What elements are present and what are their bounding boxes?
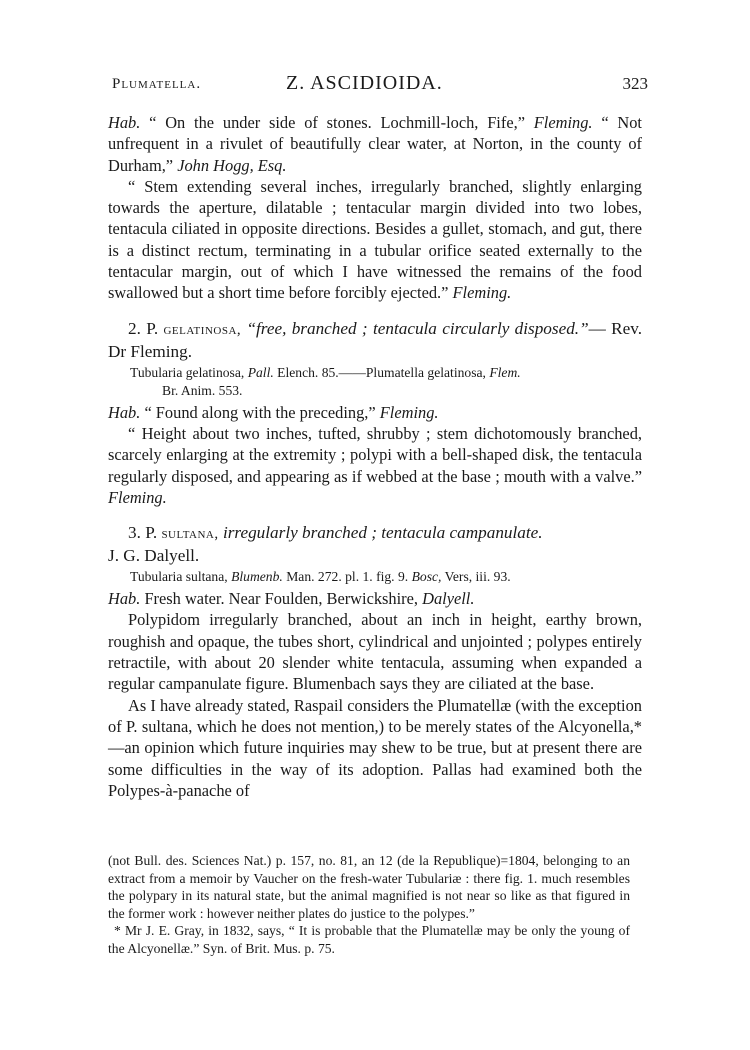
synonym-ref-2: Br. Anim. 553. [162,382,243,398]
hab-author: Dalyell. [422,589,475,609]
hab-label: Hab. [108,589,141,609]
species-number: 3. P. [128,523,158,543]
hab-author: Fleming. [379,402,439,422]
hab-label: Hab. [108,402,141,422]
description-author: Fleming. [108,487,167,507]
species-diagnosis: irregularly branched ; tentacula campanulate. [222,523,543,543]
hab-text-2: “ Not unfrequent in a rivulet of beautifully clear water, at Norton, in the county of Durham,” [108,113,642,175]
species-authority: J. G. Dalyell. [108,546,200,566]
description-paragraph-1 [108,176,642,304]
synonym-ref-author-2: Flem. [489,364,521,380]
page-number: 323 [622,74,648,93]
species-entry-2 [108,318,642,363]
description-author: Fleming. [452,283,512,303]
footnote-star: * Mr J. E. Gray, in 1832, says, “ It is probable that the Plumatellæ may be only the young of the Alcyonellæ.” Syn. of Brit. Mus. p. 75. [108,923,630,956]
footnote-continued: (not Bull. des. Sciences Nat.) p. 157, no. 81, an 12 (de la Republique)=1804, belonging to an extract from a memoir by Vaucher on the fresh-water Tubulariæ : there fig. 1. much resembles the polypary in its natural state, but the animal magnified is not near so like as that figured in the former work : however neither plates do justice to the polypes.” [108,853,630,921]
hab-text: Fresh water. Near Foulden, Berwickshire, [144,589,418,609]
synonym-name: Tubularia gelatinosa, [130,364,245,380]
discussion-paragraph: As I have already stated, Raspail considers the Plumatellæ (with the exception of P. sultana, which he does not mention,) to be merely states of the Alcyonella,*—an opinion which future inquiries may shew to be true, but at present there are some difficulties in the way of its adoption. Pallas had examined both the Polypes-à-panache of [108,695,642,800]
hab-author-2: John Hogg, Esq. [177,155,287,175]
footnotes [108,852,630,958]
species-name: sultana, [161,526,219,543]
species-name: gelatinosa, [163,321,242,338]
description-paragraph-2 [108,423,642,508]
running-header [112,72,648,98]
synonymy-3 [130,568,642,586]
description-paragraph-3: Polypidom irregularly branched, about an inch in height, earthy brown, roughish and opaque, the tubes short, cylindrical and unjointed ; polypes entirely retractile, with about 20 slender white tentacula, assuming when expanded a regular campanulate figure. Blumenbach says they are ciliated at the base. [108,610,642,694]
hab-text: “ Found along with the preceding,” [144,402,376,422]
synonym-ref-2: Vers, iii. 93. [444,569,511,585]
synonymy-2 [130,364,642,400]
synonym-ref-author: Blumenb. [231,569,283,585]
species-entry-3 [108,522,642,567]
hab-author: Fleming. [533,113,593,132]
synonym-ref: Man. 272. pl. 1. fig. 9. [286,569,409,585]
description-text: “ Height about two inches, tufted, shrubby ; stem dichotomously branched, scarcely enlarging at the extremity ; polypi with a bell-shaped disk, the tentacula regularly disposed, and appearing as if webbed at the base ; mouth with a valve.” [108,423,642,486]
species-number: 2. P. [128,318,159,338]
habitat-paragraph-1 [108,112,642,176]
habitat-paragraph-3 [108,588,642,609]
species-diagnosis: “free, branched ; tentacula circularly disposed.” [246,318,589,338]
habitat-paragraph-2 [108,402,642,423]
running-title-left: Plumatella. [112,76,202,92]
hab-label: Hab. [108,113,141,132]
hab-text: “ On the under side of stones. Lochmill-loch, Fife,” [149,113,525,132]
synonym-name: Tubularia sultana, [130,569,228,585]
main-text [108,112,642,801]
synonym-ref-author-2: Bosc, [411,569,442,585]
description-text: “ Stem extending several inches, irregularly branched, slightly enlarging towards the aperture, dilatable ; tentacular margin divided into two lobes, tentacula ciliated in opposite directions. Besides a gullet, stomach, and gut, there is a distinct rectum, terminating in a tubular orifice seated externally to the tentacular margin, out of which I have witnessed the remains of the food swallowed but a short time before forcibly ejected.” [108,176,642,303]
synonym-ref-author: Pall. [247,364,274,380]
species-authority: — Rev. Dr Fleming. [108,318,643,361]
running-title-center: Z. ASCIDIOIDA. [286,72,443,94]
synonym-ref: Elench. 85.——Plumatella gelatinosa, [277,364,486,380]
